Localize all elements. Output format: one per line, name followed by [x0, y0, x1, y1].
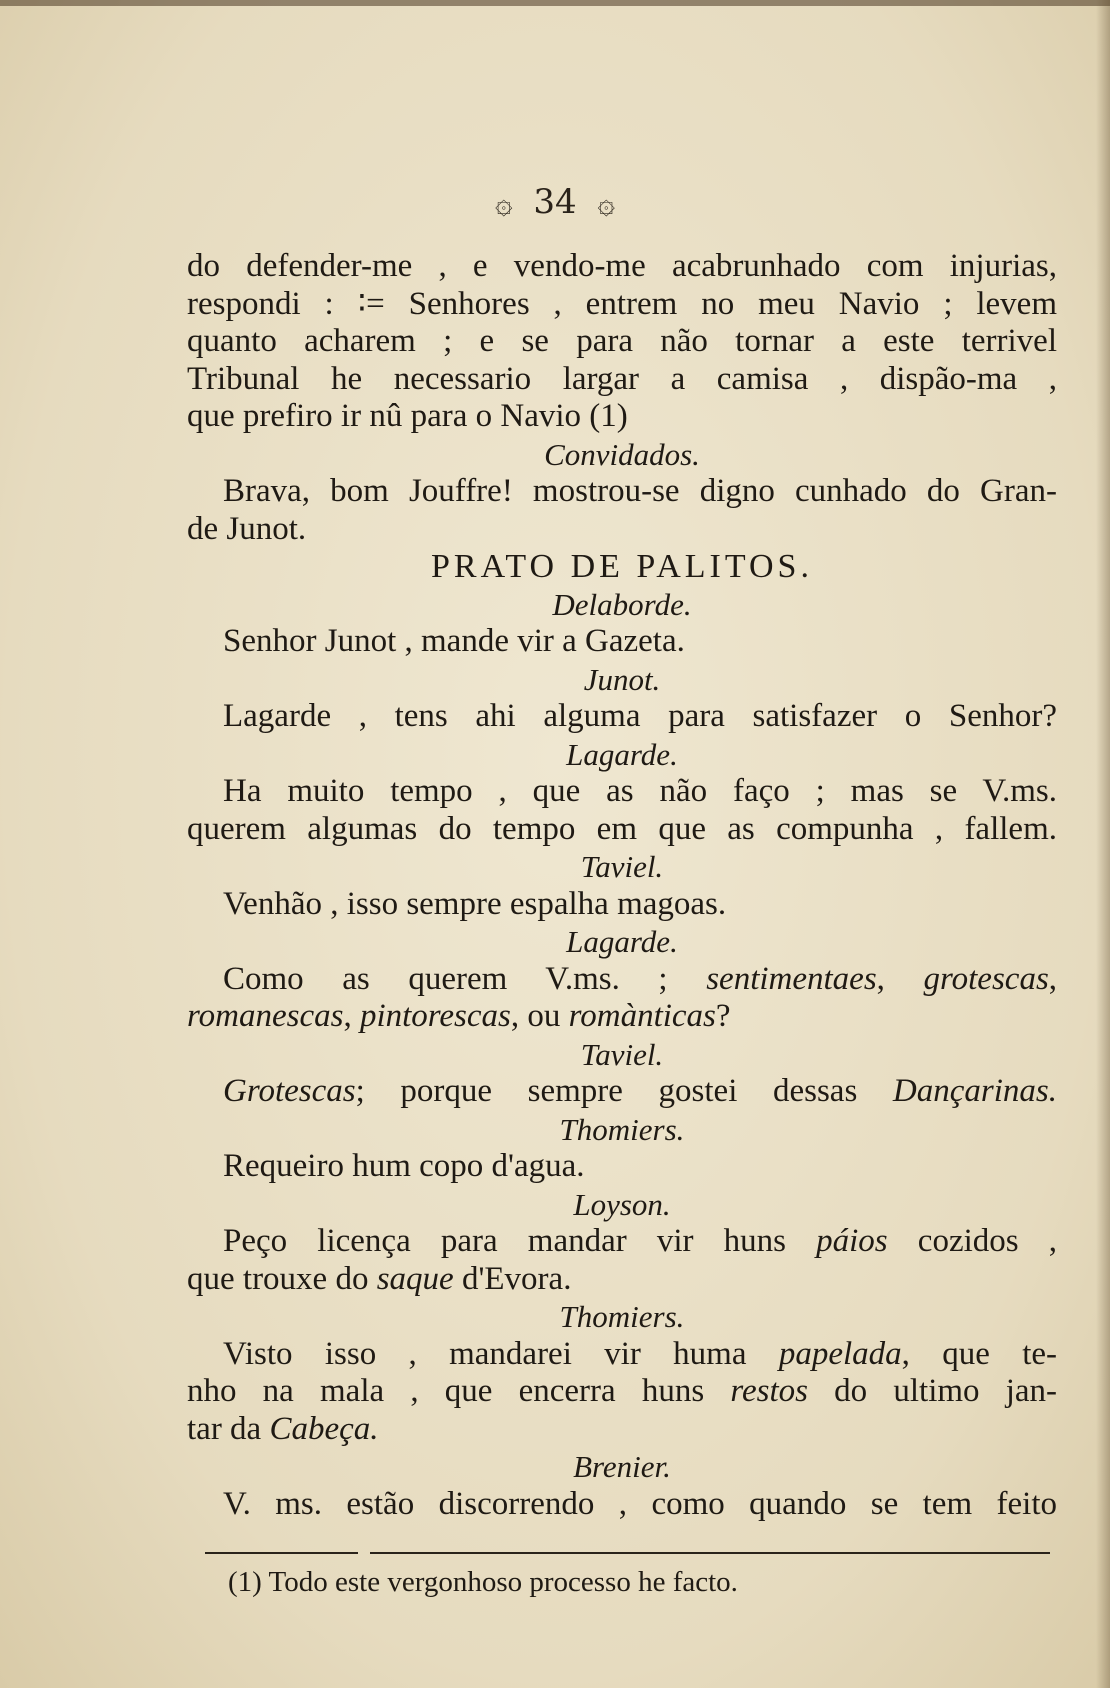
- footnote-rule-left: [205, 1552, 358, 1554]
- text-line: Ha muito tempo , que as não faço ; mas se V.ms.: [223, 773, 1057, 809]
- italic-run: saque: [376, 1260, 454, 1297]
- text-line: [187, 1411, 1057, 1449]
- text-line: [187, 1373, 1057, 1411]
- speaker-name: Thomiers.: [559, 1299, 685, 1334]
- speaker-name: Convidados.: [544, 436, 700, 472]
- text-run: , que te-: [901, 1335, 1058, 1372]
- footnote-rule-right: [370, 1552, 1050, 1554]
- text-line: Brava, bom Jouffre! mostrou-se digno cunhado do Gran-: [223, 473, 1057, 509]
- text-run: Peço licença para mandar vir huns: [223, 1223, 786, 1259]
- text-line: respondi : ∶= Senhores , entrem no meu Navio ; levem: [187, 285, 1057, 322]
- text-line: de Junot.: [187, 510, 307, 547]
- italic-run: grotescas: [923, 960, 1049, 997]
- speaker-name: Lagarde.: [566, 924, 678, 959]
- italic-run: páios: [816, 1223, 888, 1259]
- section-heading: PRATO DE PALITOS.: [431, 548, 813, 585]
- text-line: do defender-me , e vendo-me acabrunhado com injurias,: [187, 248, 1057, 284]
- text-run: Como as querem V.ms. ;: [223, 960, 668, 997]
- speaker-name: Taviel.: [580, 849, 664, 884]
- text-run: Visto isso , mandarei vir huma: [223, 1335, 747, 1372]
- text-run: ,: [876, 960, 885, 997]
- page-header: [0, 182, 1110, 222]
- ornament-right-icon: ۞: [597, 186, 616, 221]
- text-run: que trouxe do: [187, 1260, 369, 1297]
- speaker-name: Thomiers.: [559, 1111, 685, 1147]
- italic-run: restos: [730, 1373, 808, 1409]
- footnote: (1) Todo este vergonhoso processo he facto.: [228, 1566, 738, 1598]
- text-line: Venhão , isso sempre espalha magoas.: [223, 885, 727, 922]
- text-line: [187, 998, 1057, 1036]
- text-line: Lagarde , tens ahi alguma para satisfazer o Senhor?: [223, 698, 1057, 734]
- text-run: ,: [343, 998, 352, 1034]
- speaker-name: Brenier.: [573, 1449, 671, 1484]
- ornament-left-icon: ۞: [494, 186, 513, 221]
- page-right-edge: [1096, 0, 1110, 1688]
- text-run: ; porque sempre gostei dessas: [355, 1073, 858, 1109]
- text-line: Requeiro hum copo d'agua.: [223, 1148, 585, 1184]
- italic-run: sentimentaes: [706, 960, 877, 997]
- italic-run: romànticas: [568, 998, 716, 1034]
- text-line: [187, 1261, 1057, 1299]
- text-run: nho na mala , que encerra huns: [187, 1373, 705, 1409]
- italic-run: Cabeça.: [269, 1410, 379, 1447]
- text-line: [187, 961, 1057, 999]
- text-run: d'Evora.: [461, 1260, 572, 1297]
- text-line: que prefiro ir nû para o Navio (1): [187, 398, 628, 434]
- text-run: cozidos ,: [917, 1223, 1057, 1259]
- italic-run: pintorescas: [359, 998, 511, 1034]
- text-run: do ultimo jan-: [834, 1373, 1058, 1409]
- text-run: tar da: [187, 1410, 262, 1447]
- text-line: Senhor Junot , mande vir a Gazeta.: [223, 623, 685, 659]
- italic-run: romanescas: [187, 998, 344, 1034]
- speaker-name: Taviel.: [580, 1036, 664, 1072]
- text-line: [187, 1073, 1057, 1111]
- italic-run: Grotescas: [223, 1073, 356, 1109]
- speaker-name: Lagarde.: [566, 736, 678, 772]
- main-text: [187, 248, 1057, 1523]
- text-run: ,: [1048, 960, 1058, 997]
- italic-run: Dançarinas.: [892, 1073, 1057, 1109]
- text-line: querem algumas do tempo em que as compunha , fallem.: [187, 810, 1057, 847]
- text-line: quanto acharem ; e se para não tornar a este terrivel: [187, 323, 1057, 359]
- text-line: [187, 1336, 1057, 1374]
- text-run: ?: [715, 998, 731, 1034]
- italic-run: papelada: [778, 1335, 902, 1372]
- speaker-name: Delaborde.: [552, 586, 692, 622]
- text-line: Tribunal he necessario largar a camisa , dispão-ma ,: [187, 360, 1057, 397]
- text-line: [187, 1223, 1057, 1261]
- speaker-name: Loyson.: [573, 1186, 671, 1222]
- page-top-edge: [0, 0, 1110, 6]
- page-number: 34: [533, 182, 577, 222]
- speaker-name: Junot.: [583, 661, 661, 697]
- text-run: , ou: [510, 998, 561, 1034]
- text-line: V. ms. estão discorrendo , como quando se tem feito: [223, 1485, 1057, 1522]
